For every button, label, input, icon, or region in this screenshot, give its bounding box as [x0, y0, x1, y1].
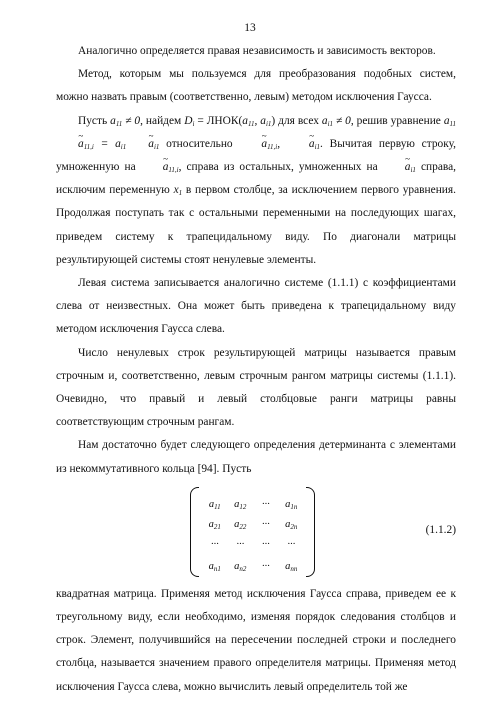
- formula: $a_{11} \ne 0$: [110, 114, 141, 128]
- matrix-row: [202, 555, 304, 578]
- matrix-cell: $a_{22}$: [234, 518, 247, 531]
- matrix-cell: ···: [236, 538, 245, 550]
- matrix: [190, 487, 315, 577]
- page-number: 13: [244, 22, 256, 34]
- matrix-cell: $a_{2n}$: [285, 518, 298, 531]
- equation-block: [56, 483, 456, 583]
- matrix-cell: ···: [210, 538, 219, 550]
- matrix-cell: ···: [287, 538, 296, 550]
- formula: $D_i$: [184, 114, 195, 128]
- paragraph: Левая система записывается аналогично системе (1.1.1) с коэффициентами слева от неизвестных. Она может быть приведена к трапецидальному виду методом исключения Гаусса слева.: [56, 277, 456, 336]
- matrix-cell: $a_{21}$: [208, 518, 221, 531]
- matrix-cell: $a_{11}$: [208, 498, 221, 511]
- equation-number: (1.1.2): [425, 523, 456, 536]
- paragraph: квадратная матрица. Применяя метод исключения Гаусса справа, приведем ее к треугольному виду, если необходимо, изменяя порядок следования столбцов и строк. Элемент, получившийся на пересечении последней строки и последнего столбца, называется значением правого определителя матрицы. Применяя метод исключения Гаусса слева, можно вычислить левый определитель той же: [56, 587, 456, 693]
- paragraph: Метод, которым мы пользуемся для преобразования подобных систем, можно назвать правым (соответственно, левым) методом исключения Гаусса.: [56, 68, 456, 104]
- text-run: = ЛНОК(: [197, 114, 243, 127]
- matrix-cell: ···: [261, 538, 270, 550]
- text-run: справа, исключим переменную: [56, 161, 457, 197]
- text-run: в первом столбце, за исключением первого уравнения. Продолжая поступать так с остальными переменными на последующих шагах, приведем систему к трапецидальному виду. По диагонали матрицы результирующей системы стоят ненулевые элементы.: [56, 184, 456, 266]
- paragraph: Аналогично определяется правая независимость и зависимость векторов.: [78, 45, 436, 57]
- paragraph: Нам достаточно будет следующего определения детерминанта с элементами из некоммутативного кольца [94]. Пусть: [56, 439, 456, 475]
- right-parenthesis: [306, 487, 315, 577]
- formula: $a_{11}$, $a_{i1}$: [242, 114, 272, 128]
- text-run: . Вычитая первую строку, умноженную на: [56, 137, 456, 174]
- paragraph: Число ненулевых строк результирующей матрицы называется правым строчным и, соответственно, левым строчным рангом матрицы системы (1.1.1). Очевидно, что правый и левый столбцовые ранги матрицы равны соответствующим строчным рангам.: [56, 346, 456, 429]
- body-text: [56, 40, 456, 699]
- formula: ~ $a_{11,i}$: [141, 161, 179, 173]
- text-run: , справа из остальных, умноженных на: [178, 161, 378, 174]
- text-run: ) для всех: [271, 114, 319, 127]
- formula: $x_1$: [173, 184, 183, 198]
- left-parenthesis: [190, 487, 199, 577]
- matrix-cell: ···: [261, 498, 270, 510]
- matrix-row: [202, 533, 304, 556]
- matrix-cell: $a_{n1}$: [208, 560, 221, 573]
- matrix-cell: $a_{1n}$: [285, 498, 298, 511]
- matrix-cell: ···: [261, 560, 270, 572]
- formula: ~ $a_{i1}$: [383, 161, 416, 173]
- matrix-cell: $a_{12}$: [234, 498, 247, 511]
- text-run: , найдем: [140, 114, 182, 127]
- formula: $a_{11}\sim$ $a_{11,i}$ = $a_{i1}\sim$ $a_{i1}$: [56, 115, 456, 150]
- text-run: относительно: [166, 137, 233, 150]
- text-run: Пусть: [78, 114, 108, 127]
- matrix-cell: $a_{nn}$: [285, 560, 298, 573]
- paragraph-gauss-method: [56, 110, 456, 272]
- matrix-cell: ···: [261, 518, 270, 530]
- text-run: , решив уравнение: [350, 114, 441, 127]
- formula: $a_{i1} \ne 0$: [321, 114, 351, 128]
- matrix-cell: $a_{n2}$: [234, 560, 247, 573]
- formula: ~ $a_{11,i}$, ~ $a_{i1}$: [239, 138, 320, 150]
